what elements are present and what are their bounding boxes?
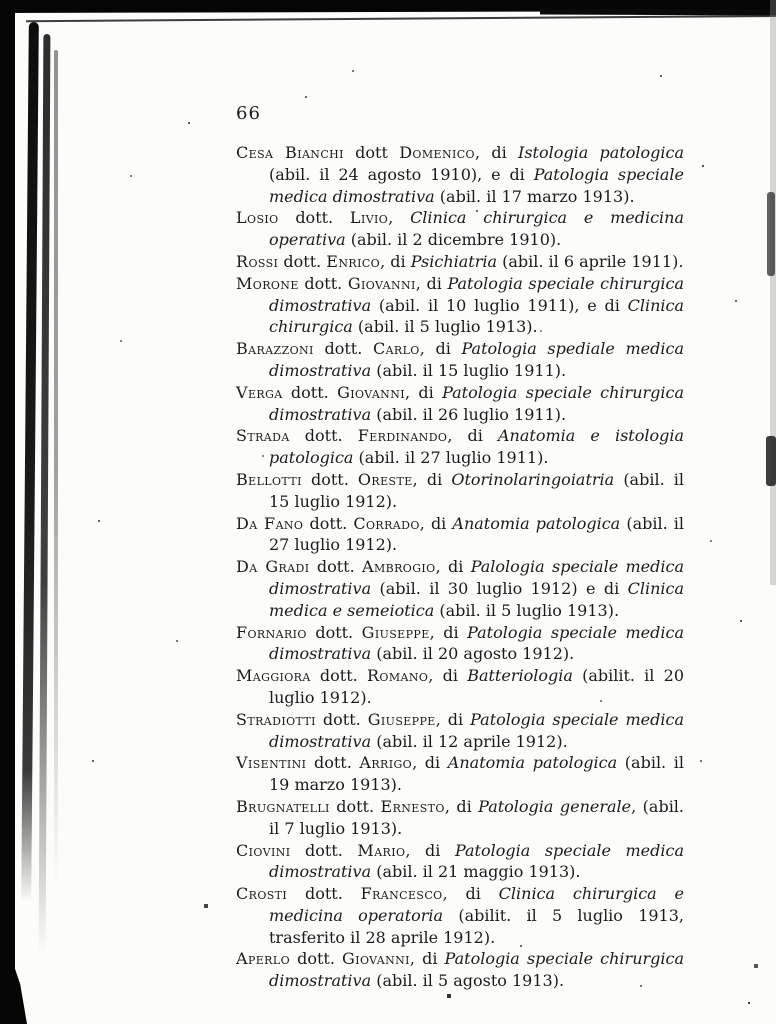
- specialty-title: Istologia patologica: [518, 143, 684, 162]
- entry-text: (abil. il 5 agosto 1913).: [371, 971, 565, 991]
- list-item: [236, 207, 684, 251]
- entry-text: dott.: [306, 753, 360, 773]
- entry-text: , di: [415, 273, 448, 293]
- specialty-title: Clinica chirurgica: [269, 295, 684, 337]
- entry-text: (abil. il 5 luglio 1913).: [434, 600, 620, 620]
- person-name: Ernesto: [380, 796, 445, 816]
- entry-list: [236, 142, 684, 992]
- person-name: Arrigo: [359, 753, 413, 773]
- entry-text: dott.: [298, 273, 348, 293]
- list-item: [236, 513, 684, 557]
- specialty-title: Clinica chirurgica e medicina operatoria: [269, 884, 684, 925]
- person-name: Brugnatelli: [236, 796, 330, 816]
- person-name: Oreste: [357, 469, 413, 489]
- person-name: Ferdinando: [357, 426, 448, 446]
- person-name: Verga: [236, 382, 283, 402]
- entry-text: dott: [343, 143, 400, 162]
- scan-smudge-right: [767, 192, 775, 276]
- entry-text: , di: [435, 709, 471, 729]
- entry-text: , di: [380, 251, 411, 271]
- entry-text: (abil. il 6 aprile 1911).: [497, 251, 684, 271]
- entry-text: , di: [442, 884, 499, 904]
- entry-text: (abil. il 30 luglio 1912) e di: [371, 578, 628, 598]
- specialty-title: Clinica medica e semeiotica: [269, 578, 684, 620]
- person-name: Livio: [349, 208, 389, 228]
- list-item: [236, 469, 684, 513]
- entry-text: (abil. il 27 luglio 1911).: [353, 448, 549, 468]
- entry-text: , di: [412, 469, 452, 489]
- entry-text: , di: [429, 622, 468, 642]
- list-item: [236, 142, 684, 207]
- entry-text: dott.: [278, 208, 350, 228]
- entry-text: dott.: [289, 426, 358, 446]
- entry-text: , di: [405, 840, 455, 860]
- specialty-title: Anatomia patologica: [452, 513, 621, 533]
- person-name: Maggiora: [236, 666, 311, 686]
- entry-text: (abil. il 10 luglio 1911), e di: [371, 295, 628, 315]
- entry-text: dott.: [309, 557, 363, 577]
- person-name: Crosti: [236, 884, 288, 904]
- entry-text: , (abil. il 7 luglio 1913).: [269, 796, 685, 838]
- entry-text: , di: [404, 382, 443, 402]
- entry-text: dott.: [290, 949, 343, 969]
- entry-text: (abil. il 27 luglio 1912).: [269, 513, 684, 555]
- entry-text: (abil. il 17 marzo 1913).: [434, 186, 635, 206]
- entry-text: dott.: [278, 251, 327, 271]
- specialty-title: Patologia speciale medica dimostrativa: [269, 164, 684, 206]
- entry-text: (abil. il 24 agosto 1910), e di: [269, 164, 534, 184]
- entry-text: (abil. il 15 luglio 1911).: [371, 360, 567, 380]
- entry-text: (abil. il 21 maggio 1913).: [371, 862, 581, 882]
- specialty-title: Patologia speciale chirurgica dimostrativa: [269, 273, 684, 315]
- list-item: [236, 948, 684, 992]
- person-name: Barazzoni: [236, 339, 314, 359]
- entry-text: dott.: [310, 666, 367, 686]
- person-name: Losio: [236, 208, 279, 228]
- person-name: Mario: [357, 840, 406, 860]
- entry-text: dott.: [306, 622, 362, 642]
- page-curl-line: [54, 50, 58, 890]
- person-name: Giuseppe: [367, 709, 436, 729]
- person-name: Romano: [366, 666, 429, 686]
- person-name: Enrico: [326, 251, 381, 271]
- page-content: [236, 103, 684, 992]
- entry-text: , di: [419, 513, 453, 533]
- entry-text: dott.: [303, 513, 354, 533]
- person-name: Cesa Bianchi: [236, 143, 344, 162]
- list-item: [236, 273, 684, 338]
- entry-text: (abil. il 19 marzo 1913).: [269, 753, 685, 795]
- specialty-title: Patologia speciale chirurgica dimostrativa: [269, 382, 685, 424]
- specialty-title: Patologia speciale medica dimostrativa: [269, 709, 684, 751]
- person-name: Carlo: [372, 339, 420, 359]
- list-item: [236, 382, 684, 426]
- scan-smudge-right: [766, 436, 776, 486]
- list-item: [236, 338, 684, 382]
- list-item: [236, 752, 684, 796]
- person-name: Corrado: [353, 513, 420, 533]
- list-item: [236, 883, 684, 948]
- person-name: Giovanni: [342, 949, 410, 969]
- specialty-title: Palologia speciale medica dimostrativa: [269, 557, 685, 598]
- scanned-page: [14, 11, 776, 1024]
- entry-text: dott.: [315, 709, 368, 729]
- person-name: Bellotti: [236, 469, 302, 489]
- entry-text: , di: [409, 949, 445, 969]
- entry-text: (abil. il 2 dicembre 1910).: [345, 230, 562, 250]
- specialty-title: Patologia speciale medica dimostrativa: [269, 622, 684, 664]
- specialty-title: Clinica chirurgica e medicina operativa: [269, 208, 685, 250]
- entry-text: , di: [447, 426, 498, 446]
- person-name: Da Gradi: [236, 557, 310, 577]
- specialty-title: Patologia speciale chirurgica dimostrativa: [269, 949, 684, 991]
- entry-text: (abil. il 20 agosto 1912).: [371, 644, 575, 664]
- entry-text: (abil. il 26 luglio 1911).: [371, 404, 567, 424]
- entry-text: (abilit. il 5 luglio 1913, trasferito il 28 aprile 1912).: [269, 905, 684, 947]
- entry-text: , di: [428, 666, 468, 686]
- entry-text: dott.: [290, 840, 358, 860]
- person-name: Ciovini: [236, 840, 291, 860]
- person-name: Fornario: [236, 622, 307, 642]
- list-item: [236, 556, 684, 621]
- specialty-title: Anatomia patologica: [447, 753, 618, 773]
- entry-text: dott.: [287, 884, 361, 904]
- entry-text: , di: [412, 753, 448, 773]
- list-item: [236, 622, 684, 666]
- person-name: Stradiotti: [236, 709, 316, 729]
- person-name: Strada: [236, 426, 290, 446]
- person-name: Da Fano: [236, 513, 304, 533]
- entry-text: (abil. il 12 aprile 1912).: [371, 731, 568, 751]
- entry-text: , di: [444, 796, 479, 816]
- specialty-title: Batteriologia: [467, 666, 573, 686]
- specialty-title: Patologia spediale medica dimostrativa: [269, 339, 684, 380]
- person-name: Visentini: [236, 753, 307, 773]
- list-item: [236, 665, 684, 709]
- entry-text: , di: [435, 557, 471, 577]
- person-name: Giuseppe: [361, 622, 430, 642]
- person-name: Francesco: [360, 884, 443, 904]
- page-number: 66: [236, 103, 261, 124]
- specialty-title: Otorinolaringoiatria: [451, 469, 615, 489]
- entry-text: dott.: [329, 796, 381, 816]
- person-name: Aperlo: [236, 949, 290, 969]
- list-item: [236, 425, 684, 469]
- person-name: Ambrogio: [362, 557, 436, 577]
- entry-text: , di: [474, 143, 518, 162]
- person-name: Giovanni: [347, 273, 416, 293]
- entry-text: (abil. il 5 luglio 1913).: [352, 317, 538, 337]
- specialty-title: Patologia speciale medica dimostrativa: [269, 840, 684, 882]
- person-name: Morone: [236, 273, 299, 293]
- person-name: Domenico: [399, 143, 475, 162]
- list-item: [236, 796, 684, 840]
- entry-text: dott.: [313, 339, 373, 359]
- specialty-title: Psichiatria: [410, 251, 498, 271]
- person-name: Giovanni: [337, 382, 405, 402]
- entry-text: dott.: [301, 469, 358, 489]
- list-item: [236, 709, 684, 753]
- entry-text: (abil. il 15 luglio 1912).: [269, 469, 685, 511]
- list-item: [236, 251, 684, 273]
- specialty-title: Anatomia e istologia patologica: [269, 426, 684, 468]
- entry-text: dott.: [282, 382, 338, 402]
- list-item: [236, 840, 684, 884]
- scan-edge-right: [770, 0, 776, 585]
- specialty-title: Patologia generale: [478, 796, 632, 816]
- entry-text: ,: [388, 208, 411, 228]
- entry-text: , di: [419, 339, 462, 359]
- entry-text: (abilit. il 20 luglio 1912).: [269, 666, 684, 707]
- person-name: Rossi: [236, 251, 279, 271]
- scan-edge-left: [0, 0, 15, 1024]
